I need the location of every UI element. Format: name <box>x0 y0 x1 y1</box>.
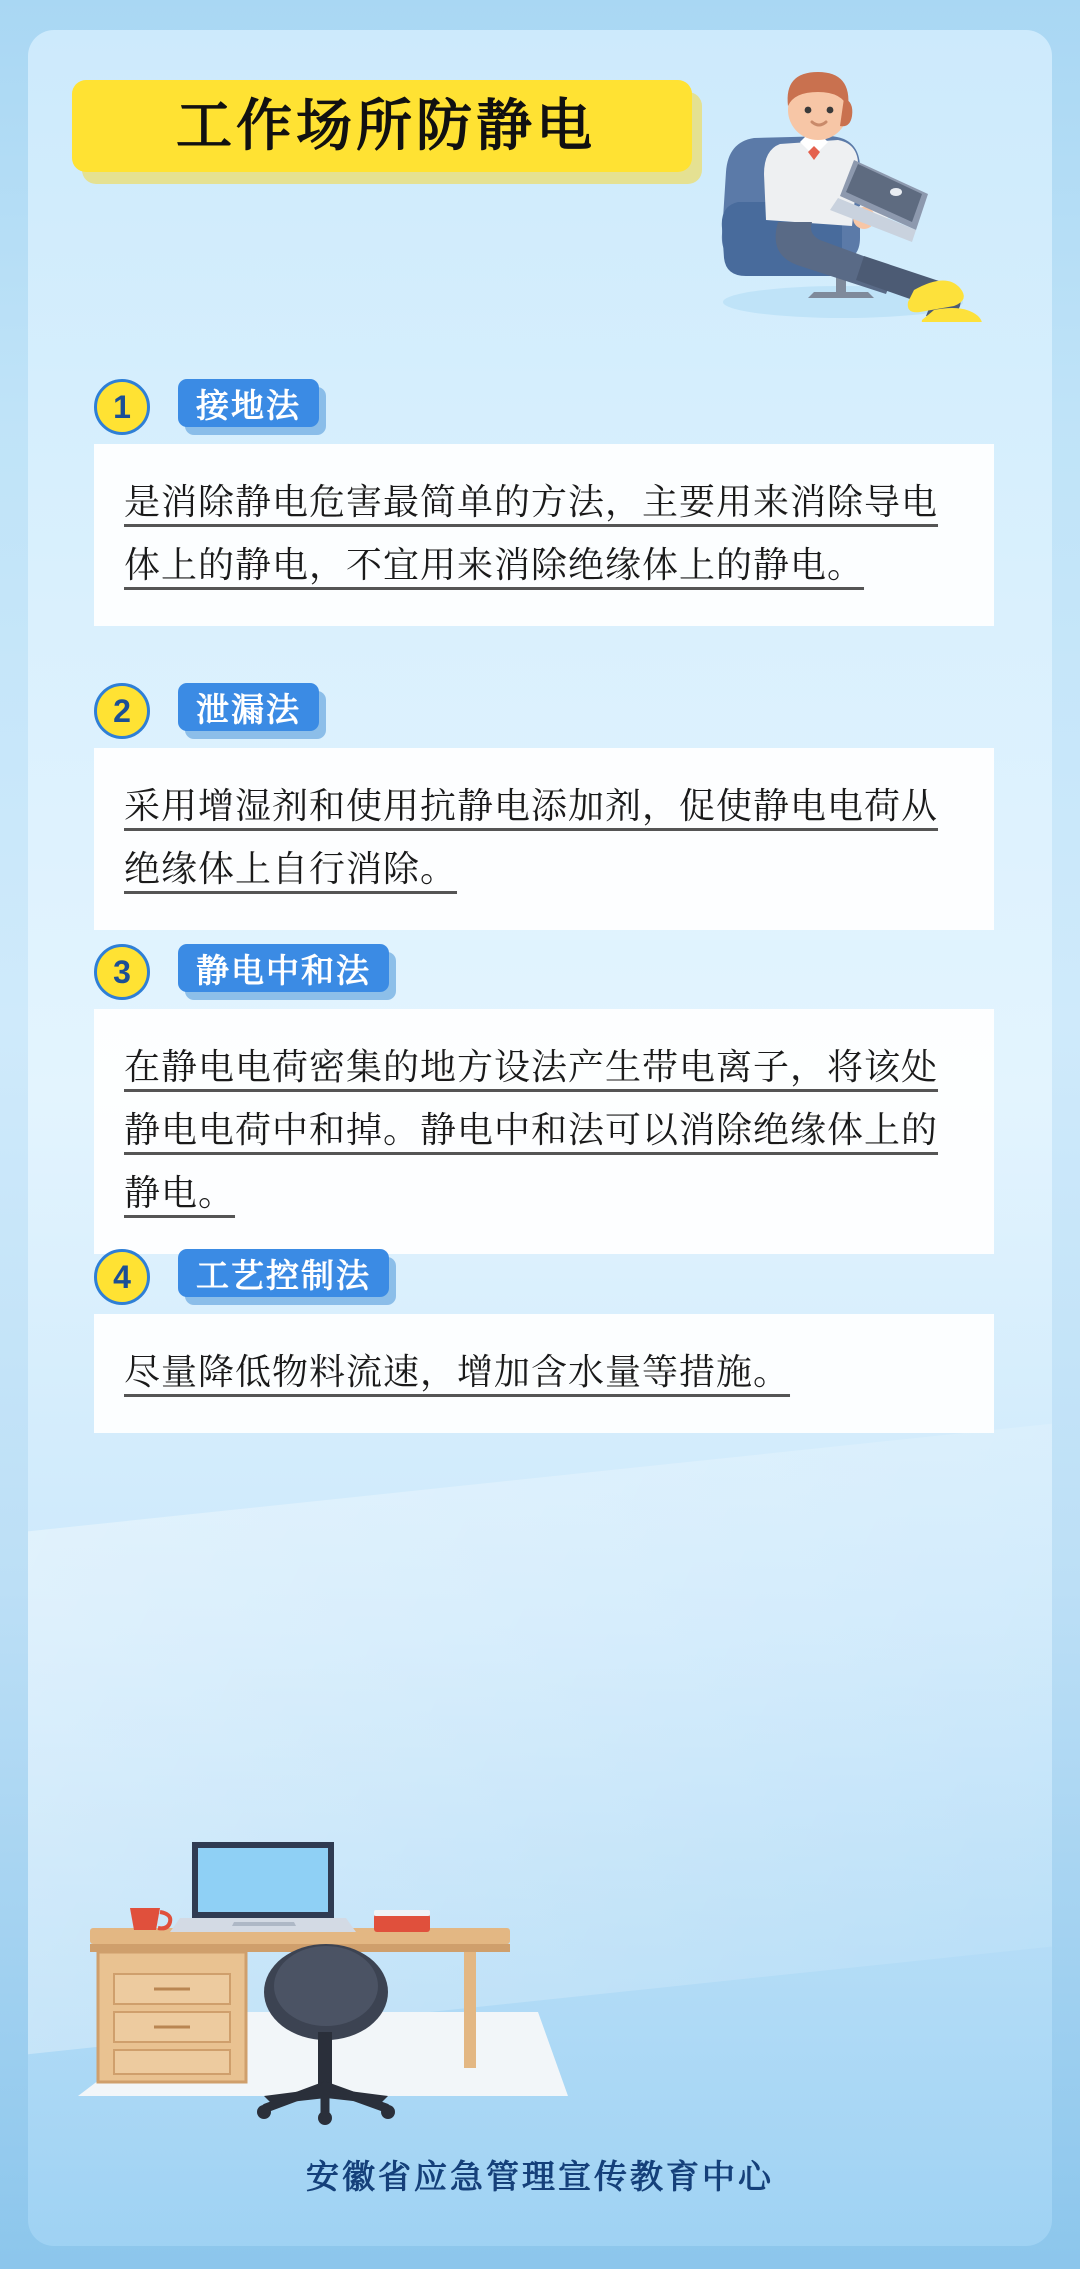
section-3 <box>94 943 994 1254</box>
section-3-header <box>94 943 994 1001</box>
section-4-body <box>94 1314 994 1433</box>
section-2-number: 2 <box>94 683 150 739</box>
section-3-body-text: 在静电电荷密集的地方设法产生带电离子，将该处静电电荷中和掉。静电中和法可以消除绝缘体上的静电。 <box>124 1046 939 1213</box>
section-2-tag <box>178 683 319 739</box>
section-2-header <box>94 682 994 740</box>
section-2-body <box>94 748 994 930</box>
section-1 <box>94 378 994 626</box>
poster-card <box>28 30 1052 2246</box>
section-2-body-text: 采用增湿剂和使用抗静电添加剂，促使静电电荷从绝缘体上自行消除。 <box>124 785 939 889</box>
title-banner <box>72 80 692 172</box>
section-3-tag <box>178 944 389 1000</box>
section-1-body <box>94 444 994 626</box>
section-4-tag <box>178 1249 389 1305</box>
section-4-tag-label: 工艺控制法 <box>178 1249 389 1297</box>
person-with-laptop-icon <box>668 52 1028 322</box>
section-4 <box>94 1248 994 1433</box>
footer-credit: 安徽省应急管理宣传教育中心 <box>306 2158 774 2195</box>
section-3-number: 3 <box>94 944 150 1000</box>
section-2 <box>94 682 994 930</box>
page-title <box>72 80 702 185</box>
section-1-tag <box>178 379 319 435</box>
section-3-tag-label: 静电中和法 <box>178 944 389 992</box>
section-1-tag-label: 接地法 <box>178 379 319 427</box>
section-1-body-text: 是消除静电危害最简单的方法，主要用来消除导电体上的静电，不宜用来消除绝缘体上的静电。 <box>124 481 939 585</box>
section-1-number: 1 <box>94 379 150 435</box>
section-4-header <box>94 1248 994 1306</box>
section-4-body-text: 尽量降低物料流速，增加含水量等措施。 <box>124 1351 791 1392</box>
section-3-body <box>94 1009 994 1254</box>
section-4-number: 4 <box>94 1249 150 1305</box>
section-2-tag-label: 泄漏法 <box>178 683 319 731</box>
section-1-header <box>94 378 994 436</box>
office-desk-chair-icon <box>68 1796 588 2126</box>
title-text: 工作场所防静电 <box>176 94 596 157</box>
